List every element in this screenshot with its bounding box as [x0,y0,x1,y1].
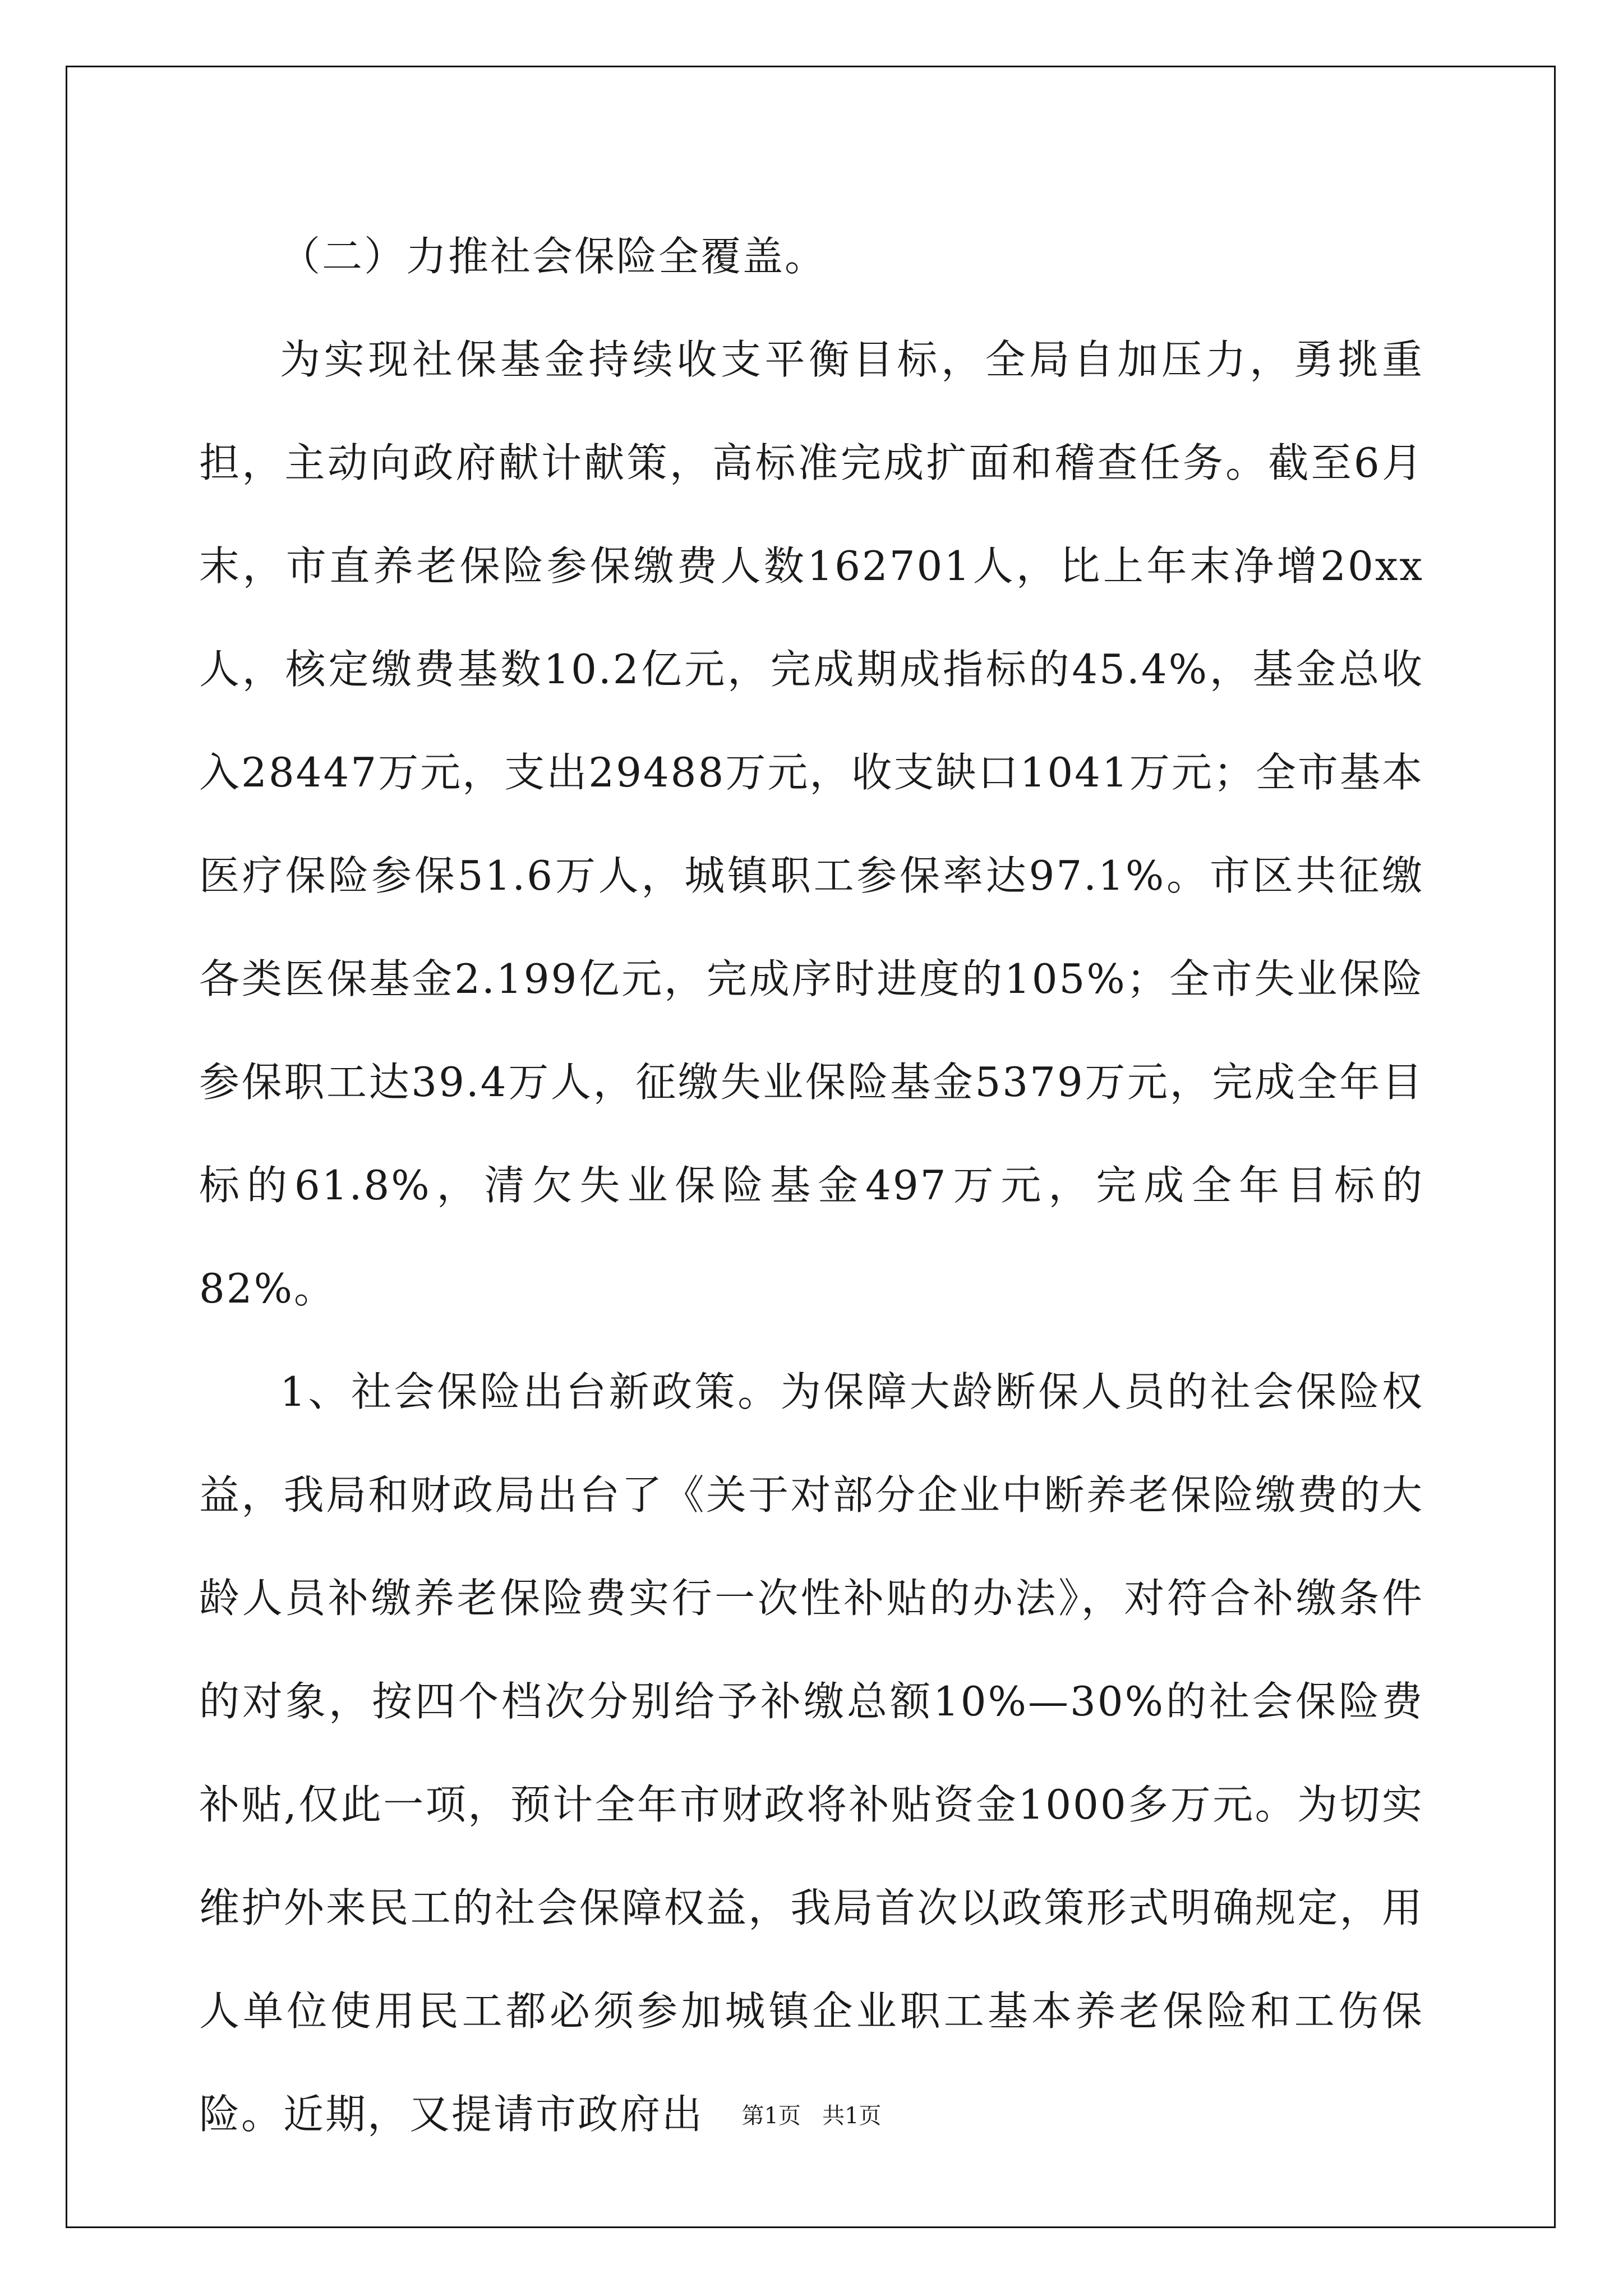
paragraph-statistics: 为实现社保基金持续收支平衡目标，全局自加压力，勇挑重担，主动向政府献计献策，高标准完成扩面和稽查任务。截至6月末，市直养老保险参保缴费人数162701人，比上年末净增20xx人，核定缴费基数10.2亿元，完成期成指标的45.4%，基金总收入28447万元，支出29488万元，收支缺口1041万元；全市基本医疗保险参保51.6万人，城镇职工参保率达97.1%。市区共征缴各类医保基金2.199亿元，完成序时进度的105%；全市失业保险参保职工达39.4万人，征缴失业保险基金5379万元，完成全年目标的61.8%，清欠失业保险基金497万元，完成全年目标的82%。 [199,336,1424,1312]
page-footer [0,2098,1623,2130]
document-body [199,205,1424,2166]
page-total: 共1页 [822,2103,882,2129]
section-heading: （二）力推社会保险全覆盖。 [280,233,827,280]
page-number: 第1页 [741,2103,801,2129]
paragraph-new-policy: 1、社会保险出台新政策。为保障大龄断保人员的社会保险权益，我局和财政局出台了《关于对部分企业中断养老保险缴费的大龄人员补缴养老保险费实行一次性补贴的办法》，对符合补缴条件的对象，按四个档次分别给予补缴总额10%—30%的社会保险费补贴,仅此一项，预计全年市财政将补贴资金1000多万元。为切实维护外来民工的社会保障权益，我局首次以政策形式明确规定，用人单位使用民工都必须参加城镇企业职工基本养老保险和工伤保险。近期，又提请市政府出 [199,1368,1424,2138]
